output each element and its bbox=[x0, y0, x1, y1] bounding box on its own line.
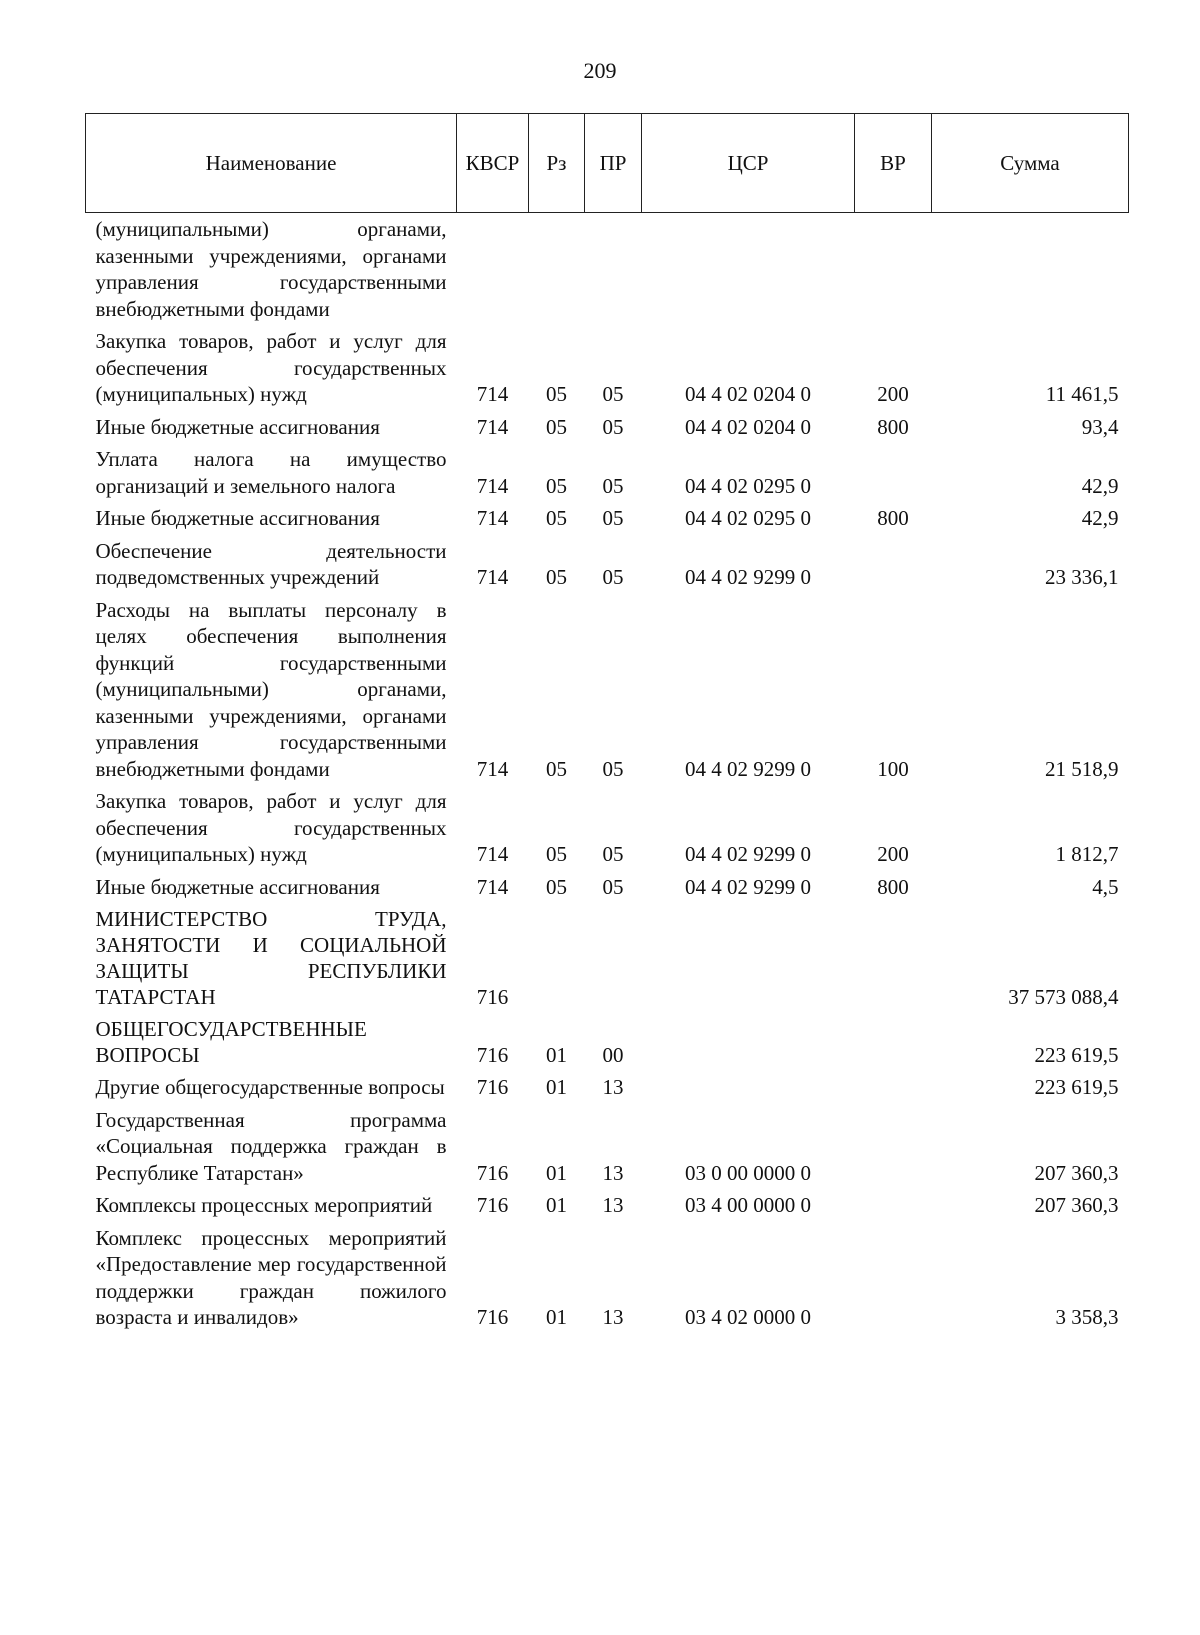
cell-csr: 04 4 02 9299 0 bbox=[685, 756, 811, 781]
cell-rz: 01 bbox=[546, 1160, 567, 1185]
table-row bbox=[86, 411, 1129, 444]
table-row bbox=[86, 1104, 1129, 1190]
cell-name: Государственная программа «Социальная поддержка граждан в Республике Татарстан» bbox=[95, 1107, 447, 1185]
cell-name: Закупка товаров, работ и услуг для обеспечения государственных (муниципальных) нужд bbox=[95, 329, 447, 406]
table-row bbox=[86, 1189, 1129, 1222]
table-row bbox=[86, 443, 1129, 502]
cell-name: Другие общегосударственные вопросы bbox=[95, 1075, 445, 1099]
cell-kvsr: 714 bbox=[476, 414, 509, 439]
table-row bbox=[86, 1222, 1129, 1334]
table-row bbox=[86, 871, 1129, 904]
cell-name: Закупка товаров, работ и услуг для обеспечения государственных (муниципальных) нужд bbox=[95, 789, 447, 866]
cell-kvsr: 716 bbox=[476, 1305, 509, 1329]
cell-rz: 01 bbox=[546, 1075, 567, 1099]
cell-pr: 05 bbox=[602, 842, 624, 866]
cell-sum: 223 619,5 bbox=[1034, 1042, 1119, 1067]
cell-pr: 05 bbox=[602, 382, 624, 406]
cell-rz: 05 bbox=[546, 473, 567, 498]
table-row bbox=[86, 785, 1129, 871]
cell-kvsr: 714 bbox=[476, 874, 509, 899]
cell-kvsr: 714 bbox=[476, 473, 509, 498]
cell-pr: 13 bbox=[602, 1305, 624, 1329]
cell-vr: 800 bbox=[877, 414, 909, 439]
cell-csr: 04 4 02 0204 0 bbox=[685, 382, 811, 406]
cell-name: Иные бюджетные ассигнования bbox=[95, 874, 380, 899]
cell-pr: 13 bbox=[602, 1193, 624, 1217]
table-row bbox=[86, 1013, 1129, 1071]
cell-sum: 42,9 bbox=[1081, 473, 1119, 498]
budget-table bbox=[85, 113, 1129, 1334]
cell-rz: 01 bbox=[546, 1193, 567, 1217]
cell-sum: 207 360,3 bbox=[1034, 1160, 1119, 1185]
cell-pr: 05 bbox=[602, 565, 624, 589]
cell-kvsr: 714 bbox=[476, 565, 509, 589]
cell-rz bbox=[529, 213, 585, 326]
cell-rz bbox=[529, 903, 585, 1013]
cell-vr bbox=[855, 1222, 932, 1334]
cell-sum bbox=[932, 213, 1129, 326]
cell-rz: 05 bbox=[546, 414, 567, 439]
cell-rz: 05 bbox=[546, 565, 567, 589]
cell-csr: 04 4 02 9299 0 bbox=[685, 842, 811, 866]
cell-pr: 05 bbox=[602, 414, 624, 439]
cell-csr: 04 4 02 0295 0 bbox=[685, 473, 811, 498]
cell-sum: 37 573 088,4 bbox=[1008, 984, 1119, 1009]
cell-kvsr: 716 bbox=[476, 984, 509, 1009]
cell-kvsr: 716 bbox=[476, 1160, 509, 1185]
cell-kvsr: 716 bbox=[476, 1075, 509, 1099]
cell-vr bbox=[855, 1189, 932, 1222]
cell-kvsr: 714 bbox=[476, 756, 509, 781]
cell-csr bbox=[642, 213, 855, 326]
cell-sum: 207 360,3 bbox=[1034, 1193, 1119, 1217]
cell-csr bbox=[642, 1013, 855, 1071]
cell-pr: 05 bbox=[602, 473, 624, 498]
cell-pr: 00 bbox=[602, 1042, 624, 1067]
cell-vr bbox=[855, 535, 932, 594]
cell-kvsr: 714 bbox=[476, 506, 509, 530]
cell-name: Расходы на выплаты персоналу в целях обеспечения выполнения функций государственными (муниципальными) органами, казенными учреждениями, органами управления государственными внебюджетными фондами bbox=[95, 597, 447, 781]
cell-rz: 05 bbox=[546, 842, 567, 866]
cell-csr: 04 4 02 0295 0 bbox=[685, 506, 811, 530]
cell-kvsr: 714 bbox=[476, 842, 509, 866]
cell-rz: 05 bbox=[546, 756, 567, 781]
cell-csr: 03 0 00 0000 0 bbox=[685, 1160, 811, 1185]
table-row bbox=[86, 213, 1129, 326]
cell-vr: 100 bbox=[877, 756, 909, 781]
header-sum: Сумма bbox=[932, 114, 1129, 213]
cell-pr bbox=[585, 903, 642, 1013]
cell-pr: 05 bbox=[602, 756, 624, 781]
cell-csr: 04 4 02 9299 0 bbox=[685, 565, 811, 589]
cell-rz: 01 bbox=[546, 1042, 567, 1067]
cell-kvsr: 716 bbox=[476, 1193, 509, 1217]
cell-csr bbox=[642, 1071, 855, 1104]
cell-vr bbox=[855, 1071, 932, 1104]
cell-name: Обеспечение деятельности подведомственных учреждений bbox=[95, 538, 447, 589]
cell-vr bbox=[855, 443, 932, 502]
cell-pr: 13 bbox=[602, 1160, 624, 1185]
cell-rz: 05 bbox=[546, 874, 567, 899]
cell-vr bbox=[855, 213, 932, 326]
header-name: Наименование bbox=[86, 114, 457, 213]
header-pr: ПР bbox=[585, 114, 642, 213]
cell-sum: 93,4 bbox=[1081, 414, 1119, 439]
cell-vr: 800 bbox=[877, 506, 909, 530]
cell-vr: 800 bbox=[877, 874, 909, 899]
cell-name: Комплексы процессных мероприятий bbox=[95, 1193, 433, 1217]
cell-kvsr: 714 bbox=[476, 382, 509, 406]
cell-kvsr bbox=[457, 213, 529, 326]
cell-sum: 1 812,7 bbox=[1055, 842, 1119, 866]
cell-pr bbox=[585, 213, 642, 326]
page-number: 209 bbox=[583, 58, 617, 83]
table-row bbox=[86, 325, 1129, 411]
cell-rz: 01 bbox=[546, 1305, 567, 1329]
table-header bbox=[86, 114, 1129, 213]
cell-pr: 05 bbox=[602, 874, 624, 899]
cell-rz: 05 bbox=[546, 506, 567, 530]
cell-vr bbox=[855, 1104, 932, 1190]
cell-vr bbox=[855, 903, 932, 1013]
table-row bbox=[86, 903, 1129, 1013]
cell-sum: 42,9 bbox=[1081, 506, 1119, 530]
table-body bbox=[86, 213, 1129, 1334]
cell-pr: 05 bbox=[602, 506, 624, 530]
header-kvsr: КВСР bbox=[457, 114, 529, 213]
cell-name: Иные бюджетные ассигнования bbox=[95, 506, 380, 530]
table-row bbox=[86, 594, 1129, 786]
cell-name: Комплекс процессных мероприятий «Предоставление мер государственной поддержки граждан пожилого возраста и инвалидов» bbox=[95, 1225, 447, 1329]
cell-vr bbox=[855, 1013, 932, 1071]
cell-pr: 13 bbox=[602, 1075, 624, 1099]
cell-name: МИНИСТЕРСТВО ТРУДА, ЗАНЯТОСТИ И СОЦИАЛЬНОЙ ЗАЩИТЫ РЕСПУБЛИКИ ТАТАРСТАН bbox=[95, 907, 447, 1009]
table-row bbox=[86, 1071, 1129, 1104]
cell-csr: 04 4 02 9299 0 bbox=[685, 874, 811, 899]
table-row bbox=[86, 535, 1129, 594]
cell-name: Иные бюджетные ассигнования bbox=[95, 414, 380, 439]
cell-sum: 4,5 bbox=[1092, 874, 1119, 899]
cell-sum: 23 336,1 bbox=[1045, 565, 1119, 589]
cell-name: ОБЩЕГОСУДАРСТВЕННЫЕ ВОПРОСЫ bbox=[95, 1017, 367, 1067]
cell-vr: 200 bbox=[877, 842, 909, 866]
cell-kvsr: 716 bbox=[476, 1042, 509, 1067]
cell-csr: 04 4 02 0204 0 bbox=[685, 414, 811, 439]
header-csr: ЦСР bbox=[642, 114, 855, 213]
cell-sum: 21 518,9 bbox=[1045, 756, 1119, 781]
cell-name: Уплата налога на имущество организаций и земельного налога bbox=[95, 447, 447, 498]
cell-vr: 200 bbox=[877, 382, 909, 406]
cell-csr: 03 4 00 0000 0 bbox=[685, 1193, 811, 1217]
cell-sum: 3 358,3 bbox=[1055, 1305, 1119, 1329]
cell-csr bbox=[642, 903, 855, 1013]
table-row bbox=[86, 502, 1129, 535]
cell-sum: 223 619,5 bbox=[1034, 1075, 1119, 1099]
header-vr: ВР bbox=[855, 114, 932, 213]
cell-rz: 05 bbox=[546, 382, 567, 406]
header-rz: Рз bbox=[529, 114, 585, 213]
cell-csr: 03 4 02 0000 0 bbox=[685, 1305, 811, 1329]
cell-sum: 11 461,5 bbox=[1045, 382, 1119, 406]
cell-name: (муниципальными) органами, казенными учреждениями, органами управления государственными внебюджетными фондами bbox=[95, 217, 447, 321]
